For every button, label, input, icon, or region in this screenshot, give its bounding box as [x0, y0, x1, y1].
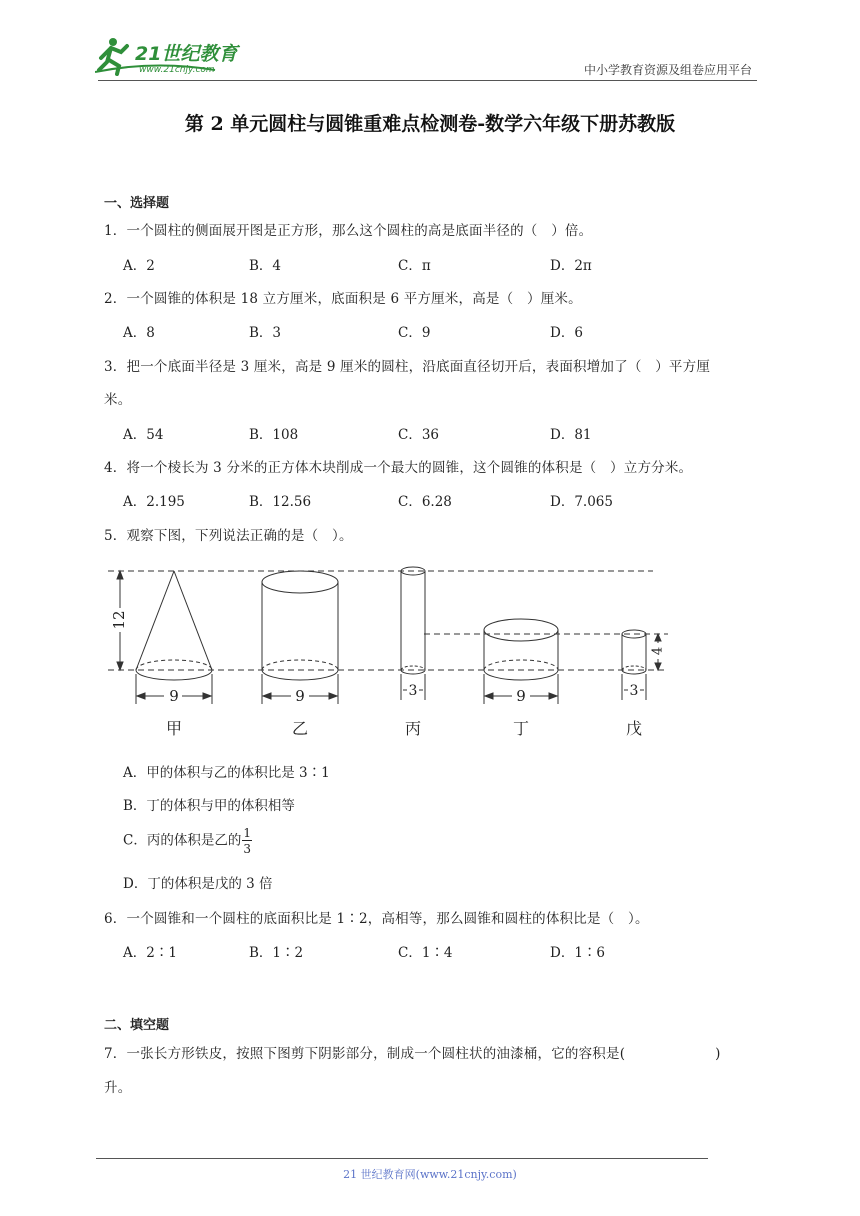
q4-option-d: D．7.065: [550, 494, 613, 510]
logo-url: www.21cnjy.com: [139, 65, 215, 75]
site-logo: [95, 36, 265, 78]
q1-option-c: C．π: [398, 258, 431, 274]
q5-option-a: A．甲的体积与乙的体积比是 3∶1: [123, 765, 330, 781]
footer-divider: [96, 1158, 708, 1159]
question-7-close: ): [715, 1046, 721, 1062]
question-7: [104, 1042, 721, 1062]
q3-option-c: C．36: [398, 427, 440, 443]
q6-option-c: C．1∶4: [398, 945, 453, 961]
header-divider: [98, 80, 757, 81]
diameter-label-yi: 9: [295, 687, 305, 705]
q4-option-b: B．12.56: [249, 494, 312, 510]
question-6: 6．一个圆锥和一个圆柱的底面积比是 1∶2，高相等，那么圆锥和圆柱的体积比是（ ）。: [104, 911, 649, 927]
question-3-cont: 米。: [104, 392, 132, 408]
q1-option-b: B．4: [249, 258, 282, 274]
question-4: 4．将一个棱长为 3 分米的正方体木块削成一个最大的圆锥，这个圆锥的体积是（ ）立方分米。: [104, 460, 693, 476]
solid-name-yi: 乙: [291, 719, 309, 738]
diameter-label-ding: 9: [516, 687, 526, 705]
q2-option-a: A．8: [123, 325, 155, 341]
q4-option-c: C．6.28: [398, 494, 452, 510]
question-7-text: 7．一张长方形铁皮，按照下图剪下阴影部分，制成一个圆柱状的油漆桶，它的容积是(: [104, 1046, 626, 1062]
q5-option-b: B．丁的体积与甲的体积相等: [123, 798, 295, 814]
q6-option-b: B．1∶2: [249, 945, 304, 961]
question-2: 2．一个圆锥的体积是 18 立方厘米，底面积是 6 平方厘米，高是（ ）厘米。: [104, 291, 582, 307]
q3-option-d: D．81: [550, 427, 592, 443]
q4-option-a: A．2.195: [123, 494, 185, 510]
cone-side-left: [136, 571, 174, 670]
diameter-label-jia: 9: [169, 687, 179, 705]
q2-option-b: B．3: [249, 325, 282, 341]
question-3: 3．把一个底面半径是 3 厘米，高是 9 厘米的圆柱，沿底面直径切开后，表面积增加了（ ）平方厘: [104, 359, 711, 375]
q1-option-d: D．2π: [550, 258, 592, 274]
diameter-label-wu: 3: [629, 683, 639, 699]
solid-name-ding: 丁: [512, 719, 530, 738]
q6-option-d: D．1∶6: [550, 945, 606, 961]
cone-side-right: [174, 571, 212, 670]
question-7-cont: 升。: [104, 1080, 132, 1096]
logo-text: 21世纪教育: [135, 43, 238, 65]
height-label-4: 4: [650, 646, 666, 656]
q5-option-d: D．丁的体积是戊的 3 倍: [123, 876, 273, 892]
logo-graphic: [95, 36, 265, 78]
page-title: 第 2 单元圆柱与圆锥重难点检测卷-数学六年级下册苏教版: [184, 113, 676, 135]
solid-name-jia: 甲: [165, 719, 183, 738]
q1-option-a: A．2: [123, 258, 155, 274]
question-1: 1．一个圆柱的侧面展开图是正方形，那么这个圆柱的高是底面半径的（ ）倍。: [104, 223, 593, 239]
solid-name-wu: 戊: [625, 719, 643, 738]
q5-option-c-text: C．丙的体积是乙的: [123, 832, 242, 849]
section-heading-fill: 二、填空题: [104, 1018, 170, 1033]
height-label-12: 12: [110, 610, 128, 630]
footer-link[interactable]: 21 世纪教育网(www.21cnjy.com): [343, 1168, 517, 1181]
q2-option-c: C．9: [398, 325, 431, 341]
q3-option-a: A．54: [123, 427, 164, 443]
fraction-one-third: $\frac{1}{3}$: [243, 826, 251, 856]
solid-name-bing: 丙: [404, 719, 422, 738]
q6-option-a: A．2∶1: [123, 945, 177, 961]
diameter-label-bing: 3: [408, 683, 418, 699]
platform-name: 中小学教育资源及组卷应用平台: [583, 63, 752, 77]
q5-option-c: [123, 827, 252, 855]
section-heading-choice: 一、选择题: [104, 196, 170, 211]
q3-option-b: B．108: [249, 427, 299, 443]
question-5: 5．观察下图，下列说法正确的是（ ）。: [104, 528, 353, 544]
solids-figure: [108, 562, 668, 740]
q2-option-d: D．6: [550, 325, 583, 341]
